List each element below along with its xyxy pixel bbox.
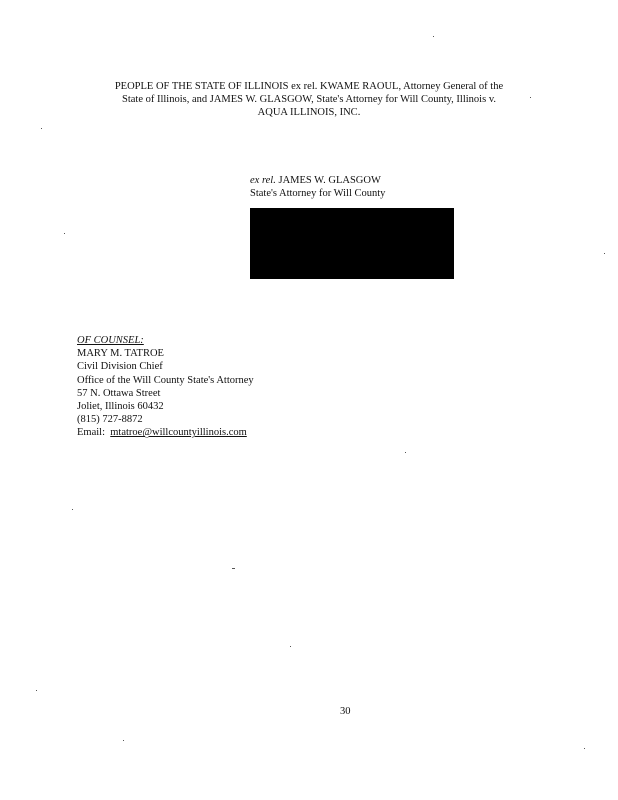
caption-line-2: State of Illinois, and JAMES W. GLASGOW, State's Attorney for Will County, Illinois v. (121, 94, 497, 105)
counsel-city: Joliet, Illinois 60432 (77, 401, 164, 413)
signature-block (250, 174, 385, 200)
email-link[interactable]: mtatroe@willcountyillinois.com (110, 427, 247, 439)
caption-line-3: AQUA ILLINOIS, INC. (257, 107, 361, 118)
ex-rel-prefix: ex rel. (250, 175, 276, 186)
signatory-title: State's Attorney for Will County (250, 188, 386, 199)
counsel-position: Civil Division Chief (77, 361, 163, 373)
counsel-phone: (815) 727-8872 (77, 414, 143, 426)
scan-speck (64, 233, 65, 234)
scan-speck (41, 128, 42, 129)
page-number: 30 (340, 706, 351, 717)
signature-name-line (250, 174, 385, 187)
scan-speck (290, 646, 291, 647)
scan-speck (405, 452, 406, 453)
scan-speck (232, 568, 235, 569)
counsel-name: MARY M. TATROE (77, 348, 164, 360)
of-counsel-block (77, 334, 254, 440)
redaction-box (250, 208, 454, 279)
scan-speck (123, 740, 124, 741)
scan-speck (604, 253, 605, 254)
scan-speck (530, 97, 531, 98)
scan-speck (72, 509, 73, 510)
counsel-heading: OF COUNSEL: (77, 335, 144, 346)
counsel-office: Office of the Will County State's Attorney (77, 374, 254, 386)
email-label: Email: (77, 427, 105, 439)
counsel-email-line (77, 426, 254, 439)
scan-speck (433, 36, 434, 37)
counsel-street: 57 N. Ottawa Street (77, 387, 161, 399)
signatory-name: JAMES W. GLASGOW (278, 175, 381, 186)
scan-speck (584, 748, 585, 749)
case-caption (60, 80, 558, 119)
scan-speck (36, 690, 37, 691)
caption-line-1: PEOPLE OF THE STATE OF ILLINOIS ex rel. KWAME RAOUL, Attorney General of the (114, 81, 504, 92)
